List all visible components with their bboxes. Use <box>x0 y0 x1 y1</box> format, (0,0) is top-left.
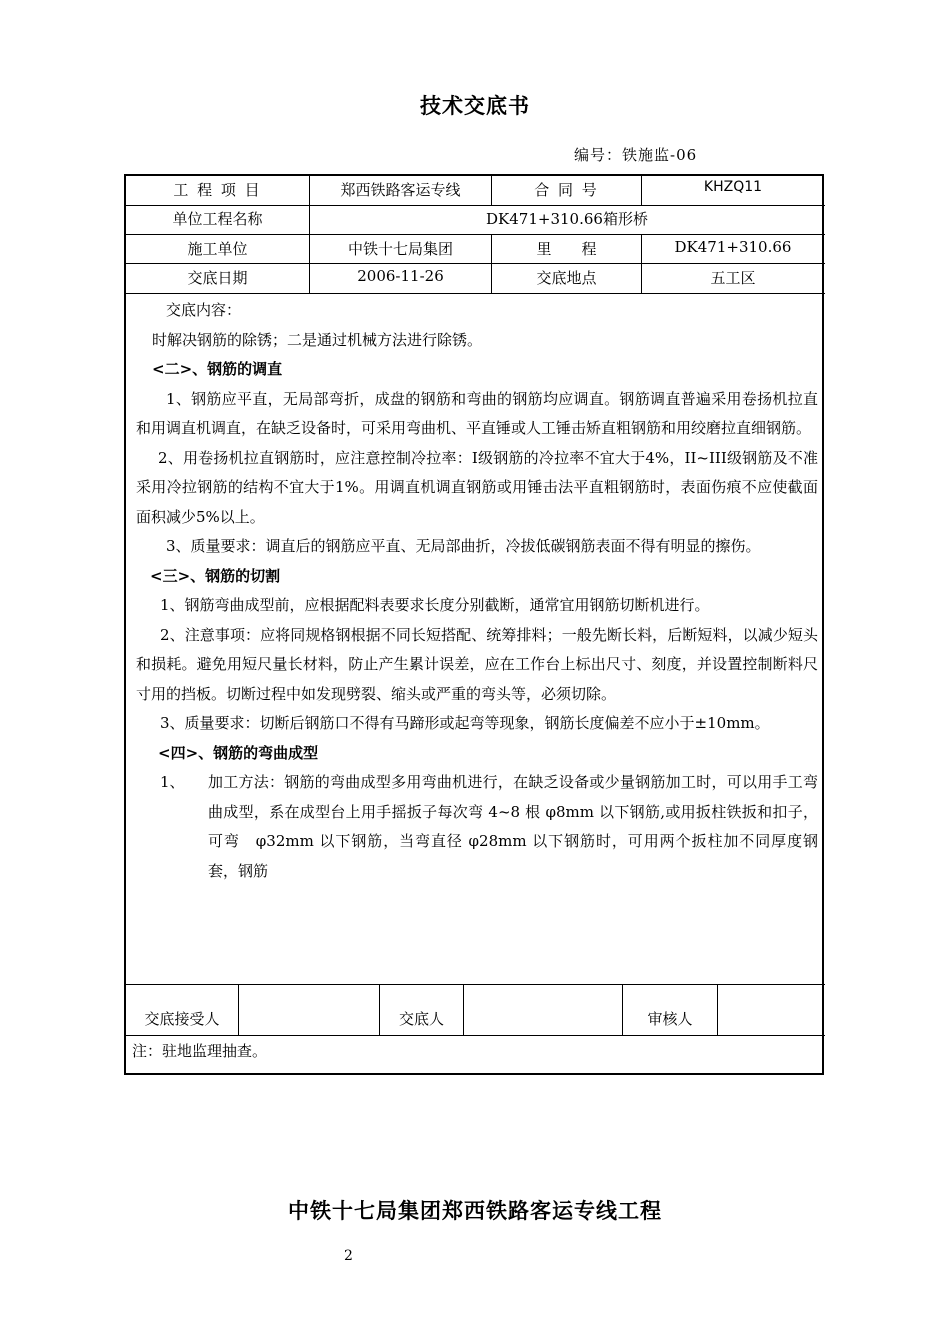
section-2-paragraph-1: 1、钢筋应平直，无局部弯折，成盘的钢筋和弯曲的钢筋均应调直。钢筋调直普遍采用卷扬机拉直和用调直机调直，在缺乏设备时，可采用弯曲机、平直锤或人工锤击矫直粗钢筋和用绞磨拉直细钢筋。 <box>136 389 818 437</box>
reviewer-label: 审核人 <box>647 1010 693 1028</box>
col-divider <box>717 984 718 1035</box>
col-divider <box>238 984 239 1035</box>
section-2-heading: <二>、钢筋的调直 <box>152 360 283 378</box>
contract-label: 合 同 号 <box>534 181 599 199</box>
section-2-paragraph-2: 2、用卷扬机拉直钢筋时，应注意控制冷拉率：I级钢筋的冷拉率不宜大于4%，II~III级钢筋及不准采用冷拉钢筋的结构不宜大于1%。用调直机调直钢筋或用锤击法平直粗钢筋时，表面伤痕不应使截面面积减少5%以上。 <box>136 448 818 526</box>
document-number: 编号：铁施监-06 <box>574 146 698 164</box>
section-3-paragraph-1: 1、钢筋弯曲成型前，应根据配料表要求长度分别截断，通常宜用钢筋切断机进行。 <box>160 596 710 614</box>
receiver-label: 交底接受人 <box>144 1010 220 1028</box>
section-4-heading: <四>、钢筋的弯曲成型 <box>158 743 319 762</box>
presenter-label: 交底人 <box>398 1010 444 1028</box>
row-divider <box>124 293 825 294</box>
mileage-label: 里 程 <box>536 240 597 258</box>
section-3-paragraph-2: 2、注意事项：应将同规格钢根据不同长短搭配、统筹排料；一般先断长料，后断短料，以减少短头和损耗。避免用短尺量长材料，防止产生累计误差，应在工作台上标出尺寸、刻度，并设置控制断料尺寸用的挡板。切断过程中如发现劈裂、缩头或严重的弯头等，必须切除。 <box>136 625 818 703</box>
section-2-paragraph-3: 3、质量要求：调直后的钢筋应平直、无局部曲折，冷拔低碳钢筋表面不得有明显的擦伤。 <box>166 537 761 555</box>
section-3-heading: <三>、钢筋的切割 <box>150 566 281 585</box>
section-4-item-1 <box>136 768 818 886</box>
contractor-label: 施工单位 <box>187 240 248 258</box>
row-divider <box>124 1035 825 1036</box>
section-4-item-text: 加工方法：钢筋的弯曲成型多用弯曲机进行，在缺乏设备或少量钢筋加工时，可以用手工弯曲成型，系在成型台上用手摇扳子每次弯 4~8 根 φ8mm 以下钢筋,或用扳柱铁扳和扣子，可弯 φ32mm 以下钢筋，当弯直径 φ28mm 以下钢筋时，可用两个扳柱加不同厚度钢套，钢筋 <box>208 773 818 880</box>
content-label: 交底内容： <box>166 301 242 319</box>
unit-project-label: 单位工程名称 <box>172 210 263 228</box>
project-label: 工 程 项 目 <box>173 181 262 199</box>
date-label: 交底日期 <box>187 269 248 287</box>
contractor-value: 中铁十七局集团 <box>347 240 453 258</box>
row-divider <box>124 263 825 264</box>
contract-value: KHZQ11 <box>703 179 763 195</box>
mileage-value: DK471+310.66 <box>674 238 792 256</box>
document-title: 技术交底书 <box>420 94 530 118</box>
date-value: 2006-11-26 <box>357 267 444 285</box>
col-divider <box>463 984 464 1035</box>
content-intro: 时解决钢筋的除锈；二是通过机械方法进行除锈。 <box>152 330 483 349</box>
row-divider <box>124 205 825 206</box>
section-4-item-number: 1、 <box>160 773 185 791</box>
location-label: 交底地点 <box>536 269 597 287</box>
page-number: 2 <box>344 1248 353 1264</box>
disclosure-content <box>136 296 818 886</box>
supervision-note: 注：驻地监理抽查。 <box>132 1042 268 1060</box>
project-value: 郑西铁路客运专线 <box>340 181 461 199</box>
footer-title: 中铁十七局集团郑西铁路客运专线工程 <box>288 1199 662 1223</box>
section-3-paragraph-3: 3、质量要求：切断后钢筋口不得有马蹄形或起弯等现象，钢筋长度偏差不应小于±10mm。 <box>160 714 770 732</box>
row-divider <box>124 234 825 235</box>
row-divider <box>124 984 825 985</box>
location-value: 五工区 <box>710 269 756 287</box>
unit-project-value: DK471+310.66箱形桥 <box>486 210 648 228</box>
